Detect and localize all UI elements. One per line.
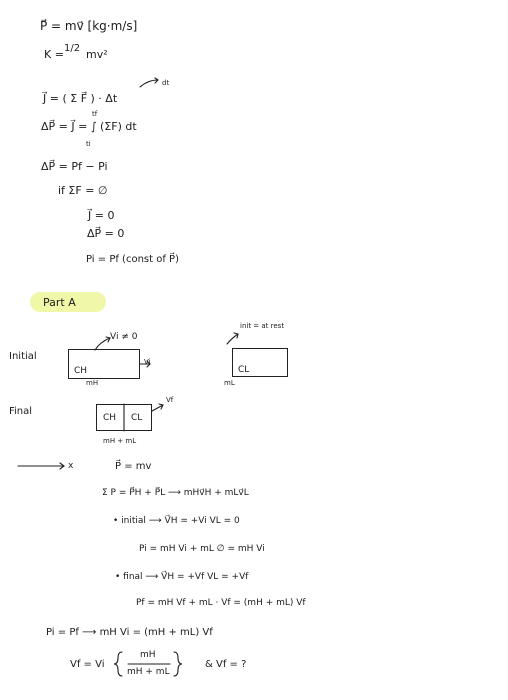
final-label: Final [9, 406, 33, 417]
final-velocity-question: & Vf = ? [205, 659, 247, 670]
right-brace [174, 652, 182, 676]
final-heavy-label: CH [103, 413, 117, 423]
left-brace [114, 652, 122, 676]
cart-heavy-label: CH [74, 366, 88, 376]
initial-velocity-note: Vi ≠ 0 [110, 332, 138, 342]
impulse-definition: J⃗ = ( Σ F⃗ ) · Δt [43, 92, 118, 105]
momentum-change-zero: ΔP⃗ = 0 [87, 227, 125, 240]
final-velocity-label: Vf [166, 396, 174, 404]
initial-momentum: Pi = mH Vi + mL ∅ = mH Vi [139, 544, 265, 554]
initial-velocity-label: Vi [144, 358, 151, 366]
final-light-label: CL [131, 413, 143, 423]
momentum-definition: P⃗ = mv⃗ [kg·m/s] [40, 19, 138, 33]
fraction-denominator: mH + mL [127, 667, 170, 677]
light-mass-label: mL [224, 379, 235, 387]
initial-velocity-arrow-icon [95, 338, 110, 350]
momentum-formula: P⃗ = mv [115, 461, 152, 472]
dt-arrow-icon [140, 80, 158, 87]
rest-note-arrow-icon [227, 334, 238, 344]
initial-velocities: • initial ⟶ V⃗H = +Vi VL = 0 [113, 516, 240, 526]
heavy-mass-label: mH [86, 379, 99, 387]
net-force-condition: if ΣF = ∅ [58, 184, 108, 197]
light-cart-note: init = at rest [240, 322, 285, 330]
x-axis-label: x [68, 461, 74, 471]
integral-lower-limit: ti [86, 140, 91, 148]
impulse-integral: ΔP⃗ = J⃗ = ∫ (ΣF) dt [41, 120, 137, 133]
final-velocities: • final ⟶ V⃗H = +Vf VL = +Vf [115, 572, 249, 582]
integral-upper-limit: tf [92, 110, 98, 118]
kinetic-energy-fraction: 1/2 [64, 43, 81, 54]
initial-label: Initial [9, 351, 37, 362]
cart-light-label: CL [238, 365, 250, 375]
final-velocity-equation: Vf = Vi [70, 659, 105, 670]
conservation-statement: Pi = Pf (const of P⃗) [86, 254, 179, 265]
kinetic-energy-label: K = [44, 48, 64, 61]
combined-mass-label: mH + mL [103, 437, 137, 445]
impulse-zero: J⃗ = 0 [88, 209, 115, 222]
fraction-numerator: mH [140, 650, 156, 660]
final-momentum: Pf = mH Vf + mL · Vf = (mH + mL) Vf [136, 598, 306, 608]
part-a-label: Part A [43, 296, 76, 309]
momentum-equality: Pi = Pf ⟶ mH Vi = (mH + mL) Vf [46, 627, 213, 638]
kinetic-energy-expression: mv² [86, 48, 108, 61]
momentum-change: ΔP⃗ = Pf − Pi [41, 160, 108, 173]
total-momentum: Σ P = P⃗H + P⃗L ⟶ mHv⃗H + mLv⃗L [102, 488, 249, 498]
impulse-note: dt [162, 79, 170, 87]
